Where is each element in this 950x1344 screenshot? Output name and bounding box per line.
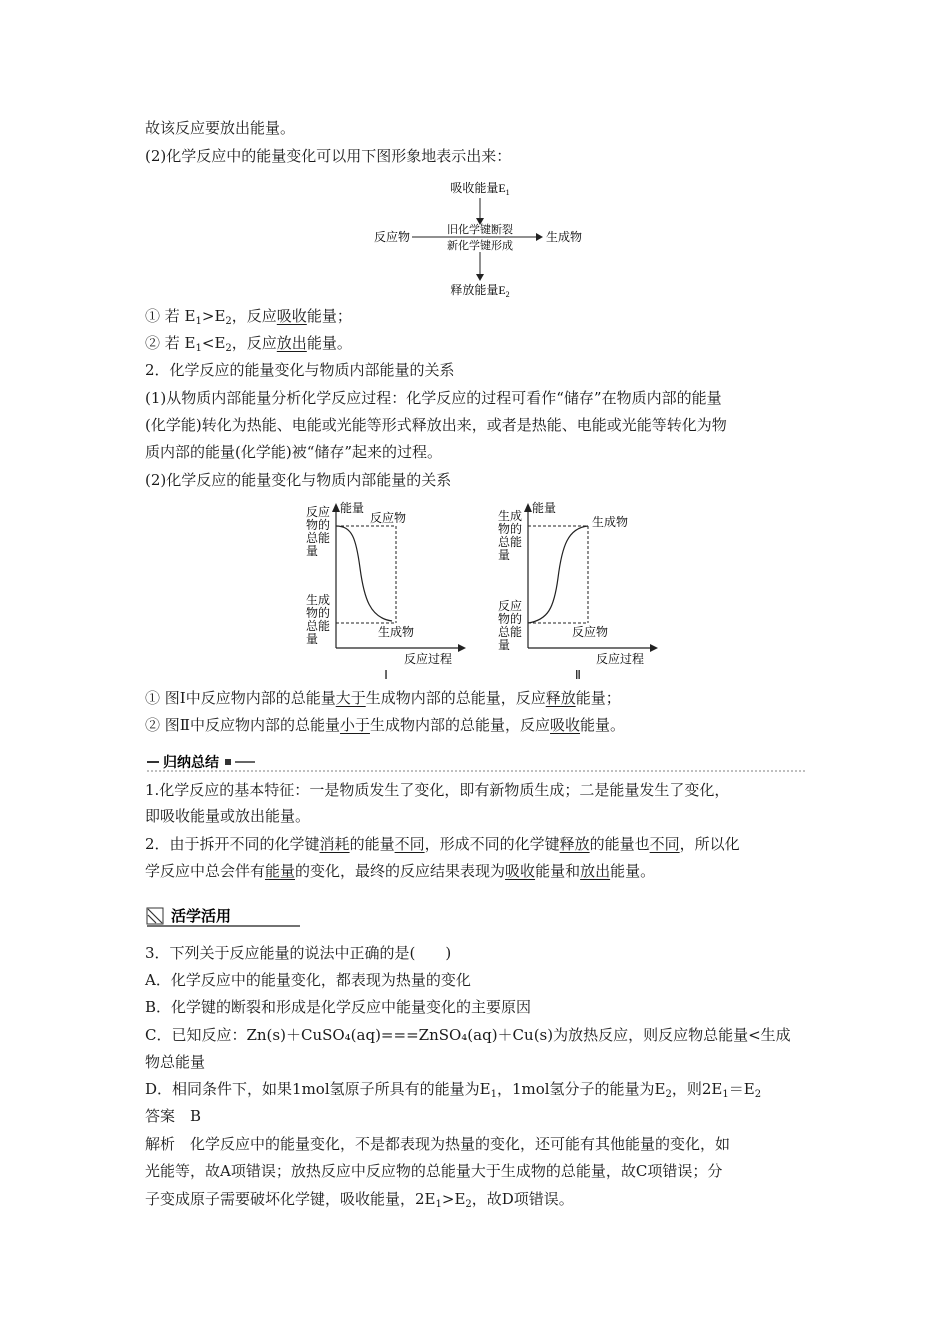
summary-title: 归纳总结 xyxy=(163,755,219,771)
y-axis-arrow xyxy=(332,503,340,512)
energy-graph-1 xyxy=(300,498,470,683)
graph-caption: Ⅰ xyxy=(384,668,388,682)
energy-graph-2 xyxy=(492,498,662,683)
x-axis-arrow xyxy=(458,644,466,652)
flow-arrowhead xyxy=(476,274,484,281)
energy-flow-diagram xyxy=(370,178,590,300)
paragraph: 质内部的能量(化学能)被“储存”起来的过程。 xyxy=(145,443,443,461)
summary-line: 2．由于拆开不同的化学键消耗的能量不同，形成不同的化学键释放的能量也不同，所以化 xyxy=(145,835,740,853)
flow-bottom-label: 释放能量$E_2$ xyxy=(450,283,510,299)
y-axis-label: 能量 xyxy=(340,501,365,515)
left-top-label: 反应物的总能量 xyxy=(306,505,331,558)
conclusion-line: ② 图Ⅱ中反应物内部的总能量小于生成物内部的总能量，反应吸收能量。 xyxy=(145,716,626,734)
conclusion-line: ① 图Ⅰ中反应物内部的总能量大于生成物内部的总能量，反应释放能量； xyxy=(145,689,621,707)
paragraph: (化学能)转化为热能、电能或光能等形式释放出来，或者是热能、电能或光能等转化为物 xyxy=(145,416,727,434)
y-axis-arrow xyxy=(524,503,532,512)
option-c: C．已知反应：Zn(s)＋CuSO₄(aq)===ZnSO₄(aq)＋Cu(s)为放热反应，则反应物总能量<生成 xyxy=(145,1026,791,1044)
curve-bottom-label: 生成物 xyxy=(378,625,415,639)
summary-line: 1.化学反应的基本特征：一是物质发生了变化，即有新物质生成；二是能量发生了变化， xyxy=(145,781,730,799)
summary-line: 学反应中总会伴有能量的变化，最终的反应结果表现为吸收能量和放出能量。 xyxy=(145,862,656,880)
option-a: A．化学反应中的能量变化，都表现为热量的变化 xyxy=(145,971,471,989)
apply-title: 活学活用 xyxy=(171,907,232,925)
flow-right-label: 生成物 xyxy=(546,230,583,244)
condition-line: ② 若 $E_1<E_2$，反应放出能量。 xyxy=(145,334,352,354)
flow-mid1: 旧化学键断裂 xyxy=(447,224,513,236)
apply-header xyxy=(145,905,305,927)
paragraph: (2)化学反应的能量变化与物质内部能量的关系 xyxy=(145,471,452,489)
left-top-label: 生成物的总能量 xyxy=(498,509,523,562)
left-bottom-label: 生成物的总能量 xyxy=(306,593,331,646)
energy-curve xyxy=(336,526,392,621)
curve-bottom-label: 反应物 xyxy=(572,625,609,639)
flow-arrowhead xyxy=(536,233,543,241)
header-bullet xyxy=(225,759,231,765)
left-bottom-label: 反应物的总能量 xyxy=(498,599,523,652)
question-stem: 3．下列关于反应能量的说法中正确的是( ) xyxy=(145,944,452,962)
flow-top-label: 吸收能量$E_1$ xyxy=(450,181,510,197)
y-axis-label: 能量 xyxy=(532,501,557,515)
option-d: D．相同条件下，如果1mol氢原子所具有的能量为$E_1$，1mol氢分子的能量为$E_2$，则$2E_1=E_2$ xyxy=(145,1080,762,1100)
flow-left-label: 反应物 xyxy=(374,230,411,244)
curve-top-label: 反应物 xyxy=(370,511,407,525)
option-b: B．化学键的断裂和形成是化学反应中能量变化的主要原因 xyxy=(145,998,532,1016)
explanation-line: 光能等，故A项错误；放热反应中反应物的总能量大于生成物的总能量，故C项错误；分 xyxy=(145,1162,723,1180)
condition-line: ① 若 $E_1>E_2$，反应吸收能量； xyxy=(145,307,352,327)
summary-header xyxy=(145,752,810,772)
x-axis-label: 反应过程 xyxy=(596,652,645,666)
summary-line: 即吸收能量或放出能量。 xyxy=(145,807,311,825)
explanation-line: 解析 化学反应中的能量变化，不是都表现为热量的变化，还可能有其他能量的变化，如 xyxy=(145,1135,731,1153)
paragraph: (1)从物质内部能量分析化学反应过程：化学反应的过程可看作“储存”在物质内部的能量 xyxy=(145,389,722,407)
x-axis-arrow xyxy=(650,644,658,652)
explanation-line: 子变成原子需要破坏化学键，吸收能量，$2E_1>E_2$，故D项错误。 xyxy=(145,1190,574,1210)
graph-caption: Ⅱ xyxy=(575,668,581,682)
curve-top-label: 生成物 xyxy=(592,515,629,529)
option-c-cont: 物总能量 xyxy=(145,1053,206,1071)
paragraph: 故该反应要放出能量。 xyxy=(145,119,296,137)
energy-curve xyxy=(528,526,588,623)
paragraph: (2)化学反应中的能量变化可以用下图形象地表示出来： xyxy=(145,147,512,165)
section-heading: 2．化学反应的能量变化与物质内部能量的关系 xyxy=(145,361,455,379)
answer: 答案 B xyxy=(145,1107,202,1125)
x-axis-label: 反应过程 xyxy=(404,652,453,666)
flow-mid2: 新化学键形成 xyxy=(447,240,513,252)
